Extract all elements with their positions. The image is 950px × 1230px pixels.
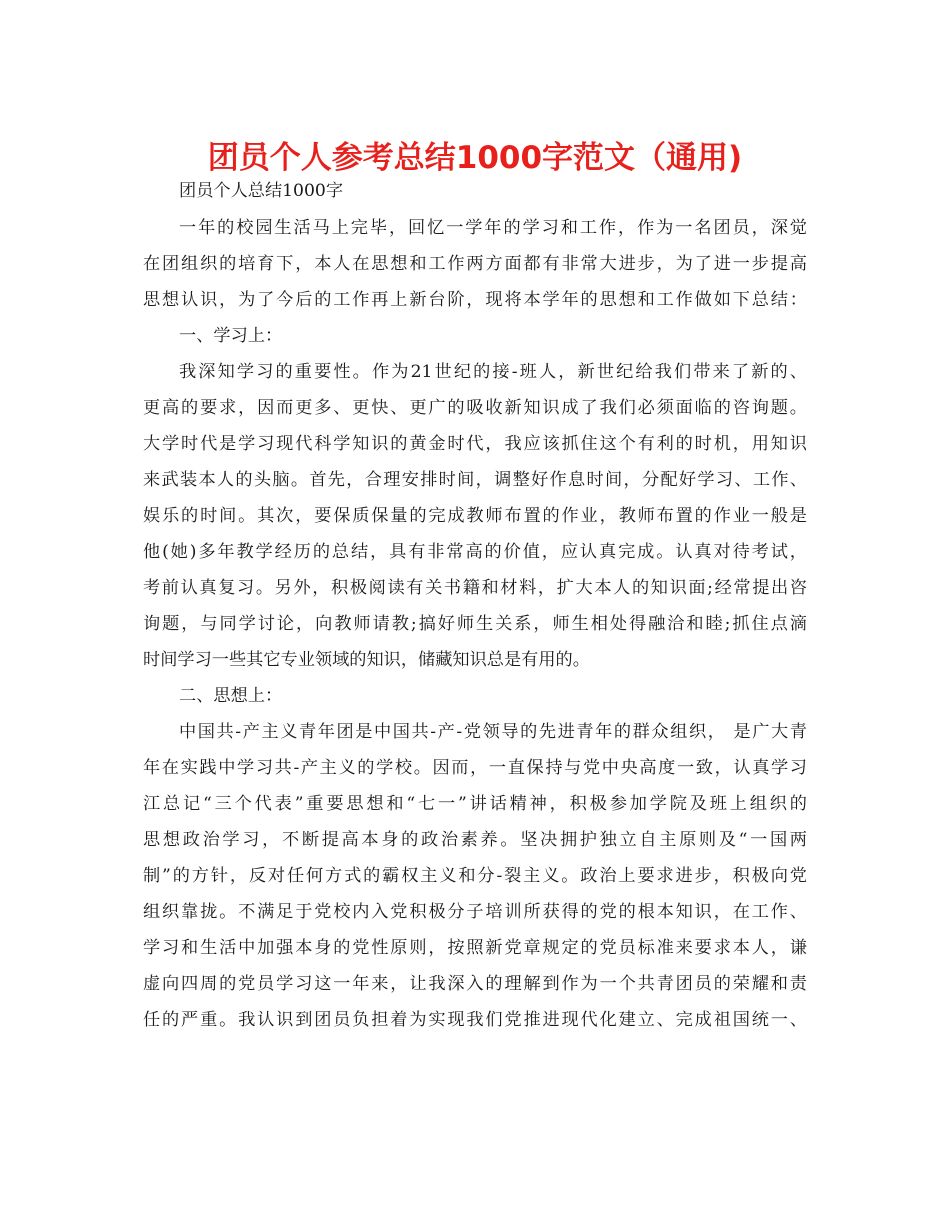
paragraph-line: 任的严重。我认识到团员负担着为实现我们党推进现代化建立、完成祖国统一、 <box>143 1010 807 1030</box>
paragraph-line: 来武装本人的头脑。首先，合理安排时间，调整好作息时间，分配好学习、工作、 <box>143 470 807 490</box>
paragraph-line: 思想认识，为了今后的工作再上新台阶，现将本学年的思想和工作做如下总结： <box>143 290 807 310</box>
paragraph-line: 虚向四周的党员学习这一年来，让我深入的理解到作为一个共青团员的荣耀和责 <box>143 974 807 994</box>
paragraph-line: 组织靠拢。不满足于党校内入党积极分子培训所获得的党的根本知识，在工作、 <box>143 902 807 922</box>
paragraph-line: 年在实践中学习共-产主义的学校。因而，一直保持与党中央高度一致，认真学习 <box>143 758 807 778</box>
paragraph-line: 思想政治学习，不断提高本身的政治素养。坚决拥护独立自主原则及“一国两 <box>143 830 807 850</box>
paragraph-line: 他(她)多年教学经历的总结，具有非常高的价值，应认真完成。认真对待考试， <box>143 542 807 562</box>
paragraph-line: 江总记“三个代表”重要思想和“七一”讲话精神，积极参加学院及班上组织的 <box>143 794 807 814</box>
section-heading: 一、学习上： <box>179 326 283 346</box>
paragraph-line: 一年的校园生活马上完毕，回忆一学年的学习和工作，作为一名团员，深觉 <box>179 218 807 238</box>
paragraph-line: 学习和生活中加强本身的党性原则，按照新党章规定的党员标准来要求本人，谦 <box>143 938 807 958</box>
paragraph-line: 更高的要求，因而更多、更快、更广的吸收新知识成了我们必须面临的咨询题。 <box>143 398 807 418</box>
section-heading: 二、思想上： <box>179 686 283 706</box>
paragraph-line: 时间学习一些其它专业领域的知识，储藏知识总是有用的。 <box>143 650 590 670</box>
paragraph-line: 考前认真复习。另外，积极阅读有关书籍和材料，扩大本人的知识面;经常提出咨 <box>143 578 807 598</box>
paragraph-line: 娱乐的时间。其次，要保质保量的完成教师布置的作业，教师布置的作业一般是 <box>143 506 807 526</box>
paragraph-line: 在团组织的培育下，本人在思想和工作两方面都有非常大进步，为了进一步提高 <box>143 254 807 274</box>
paragraph-line: 制”的方针，反对任何方式的霸权主义和分-裂主义。政治上要求进步，积极向党 <box>143 866 807 886</box>
document-title: 团员个人参考总结1000字范文（通用) <box>207 140 743 176</box>
paragraph-line: 大学时代是学习现代科学知识的黄金时代，我应该抓住这个有利的时机，用知识 <box>143 434 807 454</box>
paragraph-line: 我深知学习的重要性。作为21世纪的接-班人，新世纪给我们带来了新的、 <box>179 362 807 382</box>
paragraph-line: 询题，与同学讨论，向教师请教;搞好师生关系，师生相处得融洽和睦;抓住点滴 <box>143 614 807 634</box>
subtitle-line: 团员个人总结1000字 <box>179 181 344 201</box>
paragraph-line: 中国共-产主义青年团是中国共-产-党领导的先进青年的群众组织， 是广大青 <box>179 722 807 742</box>
